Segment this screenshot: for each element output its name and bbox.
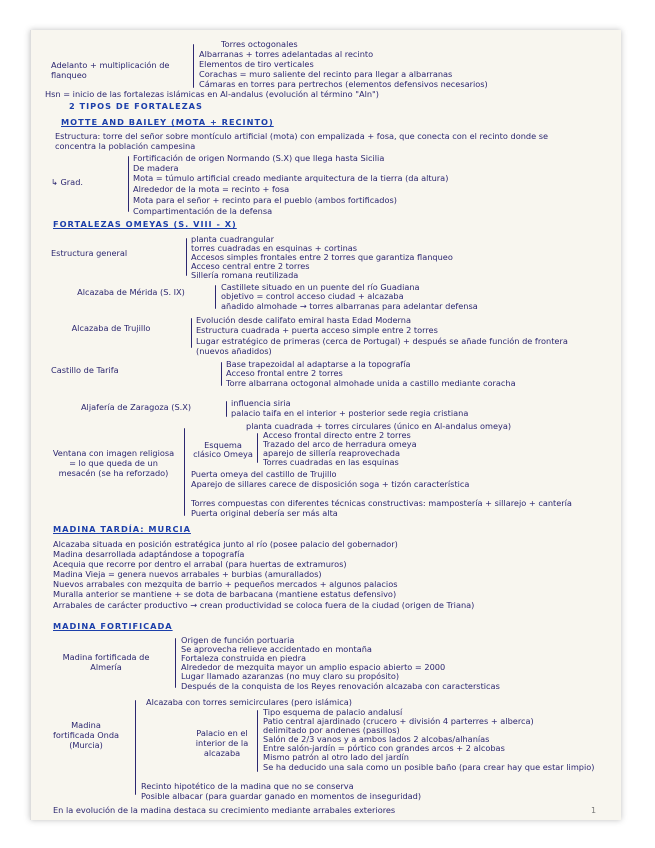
brace	[191, 318, 192, 348]
section-heading: MADINA TARDÍA: MURCIA	[53, 524, 191, 534]
note-line: Puerta original debería ser más alta	[191, 508, 338, 518]
note-line: palacio taifa en el interior + posterior sede regia cristiana	[231, 408, 469, 418]
note-line: Acequia que recorre por dentro el arrabal (para huertas de extramuros)	[53, 559, 347, 569]
note-line: Recinto hipotético de la madina que no se conserva	[141, 781, 354, 791]
note-line: Madina desarrollada adaptándose a topografía	[53, 549, 245, 559]
brace	[221, 362, 222, 386]
brace	[215, 285, 216, 309]
note-line: En la evolución de la madina destaca su crecimiento mediante arrabales exteriores	[53, 805, 396, 815]
section-title: 2 TIPOS DE FORTALEZAS	[69, 101, 203, 111]
note-line: Alrededor de mezquita mayor un amplio espacio abierto = 2000	[181, 662, 446, 672]
note-line: Acceso frontal directo entre 2 torres	[263, 430, 411, 440]
note-line: Puerta omeya del castillo de Trujillo	[191, 469, 337, 479]
note-line: Torre albarrana octogonal almohade unida a castillo mediante coracha	[226, 378, 516, 388]
note-line: objetivo = control acceso ciudad + alcazaba	[221, 291, 404, 301]
note-line: Torres compuestas con diferentes técnicas constructivas: mampostería + sillarejo + cantería	[191, 498, 572, 508]
note-line: Madina fortificada Onda (Murcia)	[52, 720, 120, 750]
note-line: Ventana con imagen religiosa = lo que queda de un mesacén (se ha reforzado)	[52, 448, 175, 478]
note-line: Alcazaba situada en posición estratégica junto al río (posee palacio del gobernador)	[53, 539, 398, 549]
note-line: Se ha deducido una sala como un posible baño (para crear hay que estar limpio)	[263, 762, 595, 772]
note-line: Fortificación de origen Normando (S.X) que llega hasta Sicilia	[133, 153, 385, 163]
note-line: Aljafería de Zaragoza (S.X)	[80, 402, 192, 412]
note-line: Base trapezoidal al adaptarse a la topografía	[226, 359, 411, 369]
section-heading: MOTTE AND BAILEY (MOTA + RECINTO)	[61, 117, 274, 127]
note-line: Albarranas + torres adelantadas al recinto	[199, 49, 374, 59]
note-line: Aparejo de sillares carece de disposición soga + tizón característica	[191, 479, 470, 489]
note-line: Mota para el señor + recinto para el pueblo (ambos fortificados)	[133, 195, 397, 205]
brace	[184, 428, 185, 516]
note-line: Corachas = muro saliente del recinto para llegar a albarranas	[199, 69, 453, 79]
brace	[193, 44, 194, 88]
note-line: Palacio en el interior de la alcazaba	[195, 728, 249, 758]
note-line: Adelanto + multiplicación de flanqueo	[51, 60, 170, 80]
page-number: 1	[591, 806, 597, 815]
brace	[128, 156, 129, 212]
note-line: Lugar estratégico de primeras (cerca de Portugal) + después se añade función de frontera (nuevos añadidos)	[196, 336, 568, 356]
note-line: Después de la conquista de los Reyes renovación alcazaba con caractersticas	[181, 681, 500, 691]
note-line: Hsn = inicio de las fortalezas islámicas en Al-andalus (evolución al término "Aln")	[45, 89, 379, 99]
note-line: Patio central ajardinado (crucero + división 4 parterres + alberca)	[263, 716, 534, 726]
note-line: Arrabales de carácter productivo → crean productividad se coloca fuera de la ciudad (origen de Triana)	[53, 600, 475, 610]
notebook-page	[30, 30, 621, 820]
note-line: Castillo de Tarifa	[51, 365, 119, 375]
note-line: Torres octogonales	[221, 39, 298, 49]
note-line: Madina Vieja = genera nuevos arrabales + burbias (amurallados)	[53, 569, 322, 579]
note-line: Nuevos arrabales con mezquita de barrio + pequeños mercados + algunos palacios	[53, 579, 398, 589]
note-line: planta cuadrangular	[191, 234, 275, 244]
note-line: Lugar llamado azaranzas (no muy claro su propósito)	[181, 671, 400, 681]
brace	[226, 401, 227, 417]
note-line: Esquema clásico Omeya	[193, 440, 253, 459]
note-line: Castillete situado en un puente del río Guadiana	[221, 282, 420, 292]
note-line: Alcazaba de Mérida (S. IX)	[77, 287, 185, 297]
note-line: Torres cuadradas en las esquinas	[263, 457, 399, 467]
note-line: Entre salón-jardín = pórtico con grandes arcos + 2 alcobas	[263, 743, 505, 753]
note-line: torres cuadradas en esquinas + cortinas	[191, 243, 358, 253]
section-heading: MADINA FORTIFICADA	[53, 621, 173, 631]
note-line: Estructura cuadrada + puerta acceso simple entre 2 torres	[196, 325, 438, 335]
note-line: Sillería romana reutilizada	[191, 270, 299, 280]
note-line: Tipo esquema de palacio andalusí	[263, 707, 403, 717]
note-line: Elementos de tiro verticales	[199, 59, 314, 69]
note-line: Cámaras en torres para pertrechos (elementos defensivos necesarios)	[199, 79, 488, 89]
note-line: Muralla anterior se mantiene + se dota de barbacana (mantiene estatus defensivo)	[53, 589, 397, 599]
note-line: Acceso frontal entre 2 torres	[226, 368, 343, 378]
note-line: añadido almohade → torres albarranas para adelantar defensa	[221, 301, 478, 311]
note-line: Mota = túmulo artificial creado mediante arquitectura de la tierra (da altura)	[133, 173, 449, 183]
note-line: Acceso central entre 2 torres	[191, 261, 310, 271]
note-line: influencia siria	[231, 398, 291, 408]
brace	[135, 700, 136, 795]
brace	[175, 638, 176, 688]
note-line: Origen de función portuaria	[181, 635, 295, 645]
note-line: Alcazaba de Trujillo	[71, 323, 151, 333]
section-heading: FORTALEZAS OMEYAS (S. VIII - X)	[53, 219, 237, 229]
note-line: Compartimentación de la defensa	[133, 206, 273, 216]
note-line: Salón de 2/3 vanos y a ambos lados 2 alcobas/alhanías	[263, 734, 490, 744]
note-line: Evolución desde califato emiral hasta Edad Moderna	[196, 315, 411, 325]
note-line: Trazado del arco de herradura omeya	[263, 439, 417, 449]
note-line: Mismo patrón al otro lado del jardín	[263, 752, 409, 762]
note-line: Posible albacar (para guardar ganado en momentos de inseguridad)	[141, 791, 422, 801]
note-line: Fortaleza construida en piedra	[181, 653, 306, 663]
label-grad: ↳ Grad.	[51, 177, 83, 187]
brace	[186, 238, 187, 276]
note-line: Alcazaba con torres semicirculares (pero islámica)	[146, 697, 352, 707]
note-line: Estructura general	[51, 248, 128, 258]
note-line: Accesos simples frontales entre 2 torres que garantiza flanqueo	[191, 252, 453, 262]
note-line: De madera	[133, 163, 179, 173]
note-line: Estructura: torre del señor sobre montículo artificial (mota) con empalizada + fosa, que conecta con el recinto donde se concentra la población campesina	[55, 131, 549, 151]
brace	[257, 433, 258, 463]
brace	[257, 710, 258, 772]
note-line: aparejo de sillería reaprovechada	[263, 448, 401, 458]
note-line: delimitado por andenes (pasillos)	[263, 725, 400, 735]
note-line: planta cuadrada + torres circulares (único en Al-andalus omeya)	[246, 421, 512, 431]
note-line: Se aprovecha relieve accidentado en montaña	[181, 644, 372, 654]
note-line: Madina fortificada de Almería	[62, 652, 150, 672]
note-line: Alrededor de la mota = recinto + fosa	[133, 184, 290, 194]
